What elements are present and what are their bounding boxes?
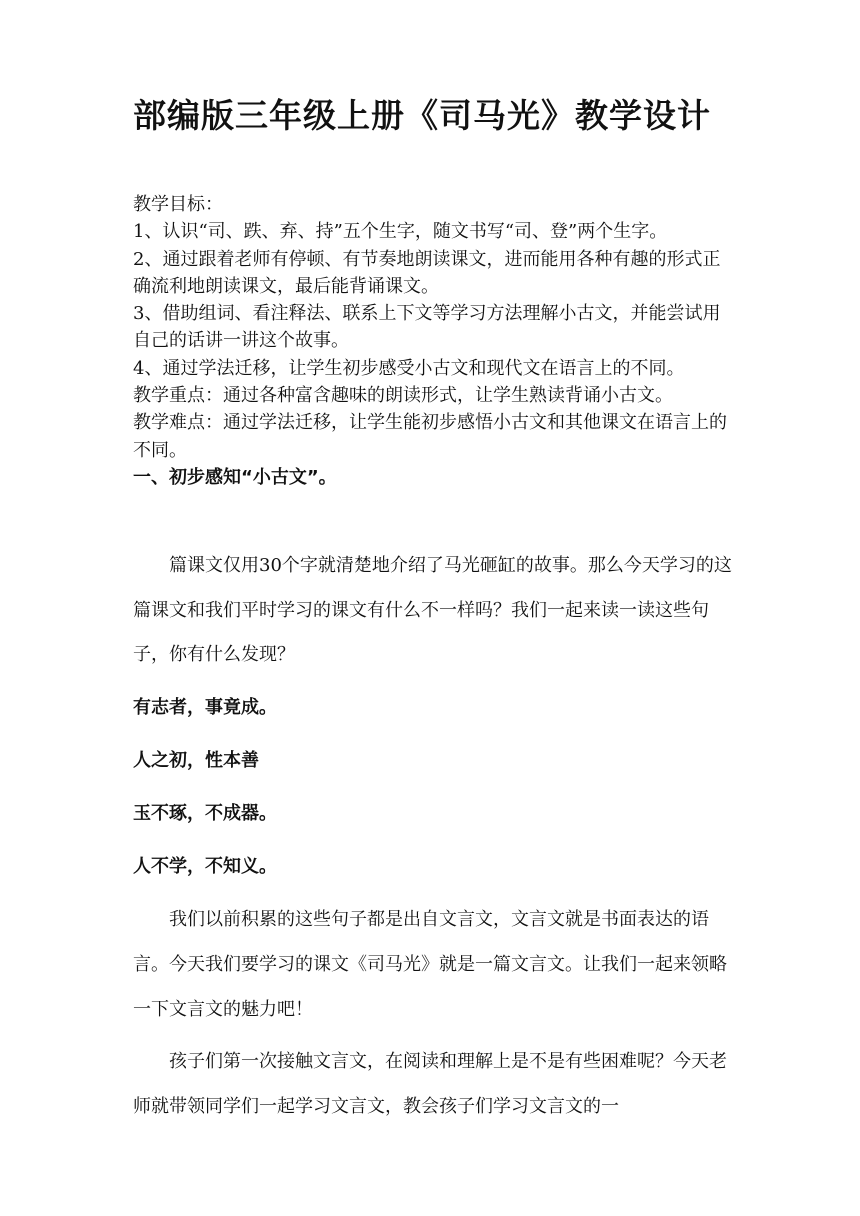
- page-title: 部编版三年级上册《司马光》教学设计: [133, 96, 711, 135]
- quote-line-1: 有志者，事竟成。: [133, 697, 277, 719]
- quote-line-2: 人之初，性本善: [133, 750, 259, 772]
- intro-paragraph: 篇课文仅用30个字就清楚地介绍了马光砸缸的故事。那么今天学习的这篇课文和我们平时学习的课文有什么不一样吗？我们一起来读一读这些句子，你有什么发现？: [133, 555, 732, 666]
- quote-line-4: 人不学，不知义。: [133, 856, 277, 878]
- objective-item-1: 1、认识“司、跌、弃、持”五个生字，随文书写“司、登”两个生字。: [133, 221, 668, 243]
- section-body: [133, 544, 733, 1130]
- section-heading: 一、初步感知“小古文”。: [133, 466, 337, 488]
- objectives-label: 教学目标：: [133, 194, 223, 215]
- paragraph-2: 我们以前积累的这些句子都是出自文言文，文言文就是书面表达的语言。今天我们要学习的课文《司马光》就是一篇文言文。让我们一起来领略一下文言文的魅力吧！: [133, 909, 727, 1020]
- key-point: 教学重点：通过各种富含趣味的朗读形式，让学生熟读背诵小古文。: [133, 385, 673, 407]
- quote-line-3: 玉不琢，不成器。: [133, 803, 277, 825]
- paragraph-3: 孩子们第一次接触文言文，在阅读和理解上是不是有些困难呢？今天老师就带领同学们一起学习文言文，教会孩子们学习文言文的一: [133, 1051, 727, 1117]
- difficulty: 教学难点：通过学法迁移，让学生能初步感悟小古文和其他课文在语言上的不同。: [133, 412, 727, 461]
- objective-item-2: 2、通过跟着老师有停顿、有节奏地朗读课文，进而能用各种有趣的形式正确流利地朗读课文，最后能背诵课文。: [133, 248, 721, 297]
- objective-item-4: 4、通过学法迁移，让学生初步感受小古文和现代文在语言上的不同。: [133, 357, 685, 379]
- objective-item-3: 3、借助组词、看注释法、联系上下文等学习方法理解小古文，并能尝试用自己的话讲一讲这个故事。: [133, 303, 721, 352]
- objectives-section: [133, 191, 733, 491]
